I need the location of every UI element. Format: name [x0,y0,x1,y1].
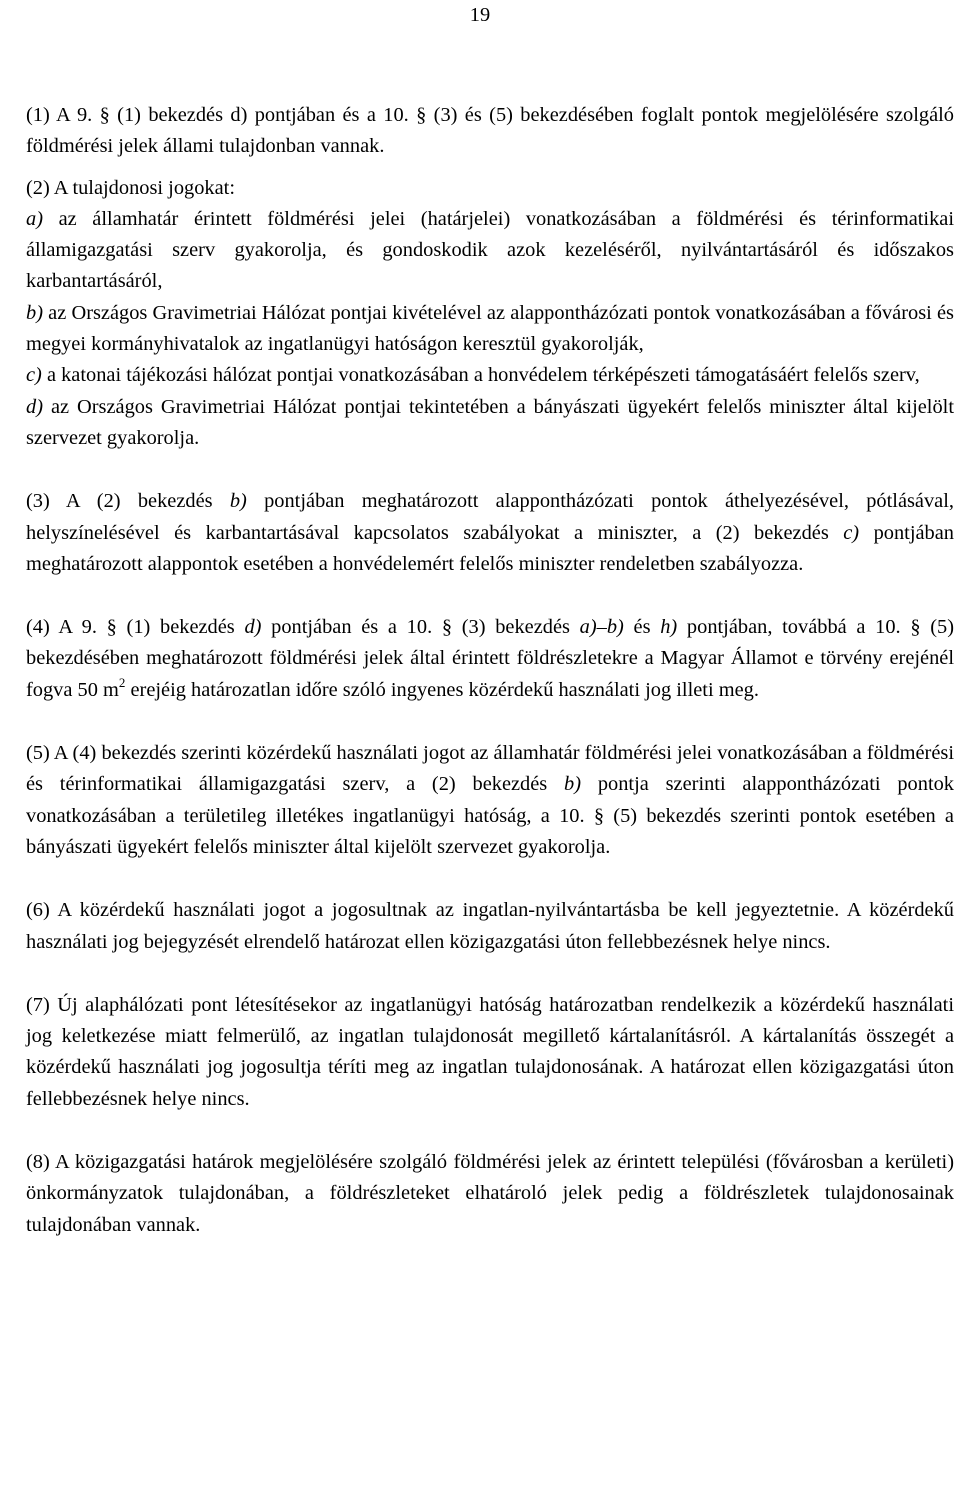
superscript-2: 2 [118,674,126,690]
paragraph-4-text-4: pontjában, továbbá a 10. § (5) bekezdésében meghatározott földmérési jelek által érintett földrészletekre a Magyar Államot e törvény erejénél fogva 50 m [26,616,954,701]
paragraph-1-text: (1) A 9. § (1) bekezdés d) pontjában és a 10. § (3) és (5) bekezdésében foglalt pontok megjelölésére szolgáló földmérési jelek állami tulajdonban vannak. [26,104,954,158]
paragraph-2-item-a [6,204,954,298]
paragraph-7-text: (7) Új alaphálózati pont létesítésekor az ingatlanügyi hatóság határozatban rendelkezik a közérdekű használati jog keletkezése miatt felmerülő, az ingatlan tulajdonosát megillető kártalanításról. A kártalanítás összegét a közérdekű használati jog jogosultja téríti meg az ingatlan tulajdonosának. A határozat ellen közigazgatási úton fellebbezésnek helye nincs. [26,993,954,1110]
item-d-label: d) [26,395,43,418]
paragraph-6-text: (6) A közérdekű használati jogot a jogosultnak az ingatlan-nyilvántartásba be kell jegyeztetnie. A közérdekű használati jog bejegyzését elrendelő határozat ellen közigazgatási úton fellebbezésnek helye nincs. [26,899,954,953]
paragraph-4-ref-ab: a)–b) [579,616,624,639]
paragraph-8-text: (8) A közigazgatási határok megjelölésére szolgáló földmérési jelek az érintett települési (fővárosban a kerületi) önkormányzatok tulajdonában, a földrészleteket elhatároló jelek pedig a földrészletek tulajdonosainak tulajdonában vannak. [26,1151,954,1236]
paragraph-4-text-2: pontjában és a 10. § (3) bekezdés [261,616,580,639]
document-body [6,100,954,1273]
paragraph-3-ref-c: c) [843,521,860,544]
item-c-label: c) [26,364,42,387]
paragraph-1 [6,100,954,163]
paragraph-5-ref-b: b) [564,773,582,796]
paragraph-2-item-d [6,392,954,455]
paragraph-2-item-b [6,298,954,361]
item-b-text: az Országos Gravimetriai Hálózat pontjai kivételével az alappontházózati pontok vonatkozásában a fővárosi és megyei kormányhivatalok az ingatlanügyi hatóságon keresztül gyakorolják, [26,301,954,356]
paragraph-3-ref-b: b) [229,490,247,513]
paragraph-5 [6,738,954,863]
paragraph-5-text-2: pontja szerinti alappontházózati pontok vonatkozásában a területileg illetékes ingatlanügyi hatóság, a 10. § (5) bekezdés szerinti pontok esetében a bányászati ügyekért felelős miniszter által kijelölt szervezet gyakorolja. [26,773,955,858]
paragraph-4-text-5: erejéig határozatlan időre szóló ingyenes közérdekű használati jog illeti meg. [125,678,759,701]
item-a-label: a) [26,207,43,230]
paragraph-2-item-c [6,360,954,391]
paragraph-6 [6,895,954,958]
item-a-text: az államhatár érintett földmérési jelei (határjelei) vonatkozásában a földmérési és térinformatikai államigazgatási szerv gyakorolja, és gondoskodik azok kezeléséről, nyilvántartásáról és időszakos karbantartásáról, [26,207,954,293]
paragraph-4-text-1: (4) A 9. § (1) bekezdés [26,616,245,639]
paragraph-8 [6,1147,954,1241]
item-b-label: b) [26,301,43,324]
paragraph-7 [6,990,954,1115]
paragraph-2 [6,173,954,455]
paragraph-5-text-1: (5) A (4) bekezdés szerinti közérdekű használati jogot az államhatár földmérési jelei vonatkozásában a földmérési és térinformatikai államigazgatási szerv, a (2) bekezdés [26,742,954,796]
paragraph-4 [6,612,954,706]
item-c-text: a katonai tájékozási hálózat pontjai vonatkozásában a honvédelem térképészeti támogatásáért felelős szerv, [41,364,920,387]
paragraph-3-text-1: (3) A (2) bekezdés [26,490,230,513]
page-number: 19 [469,4,491,26]
paragraph-3-text-3: pontjában meghatározott alappontok esetében a honvédelemért felelős miniszter rendeletben szabályozza. [26,521,954,575]
paragraph-4-ref-d: d) [244,616,262,639]
paragraph-4-text-3: és [623,616,661,639]
paragraph-3 [6,486,954,580]
paragraph-4-ref-h: h) [660,616,678,639]
item-d-text: az Országos Gravimetriai Hálózat pontjai tekintetében a bányászati ügyekért felelős miniszter által kijelölt szervezet gyakorolja. [26,395,954,449]
paragraph-2-intro: (2) A tulajdonosi jogokat: [26,176,235,199]
paragraph-3-text-2: pontjában meghatározott alappontházózati pontok áthelyezésével, pótlásával, helyszínelésével és karbantartásával kapcsolatos szabályokat a miniszter, a (2) bekezdés [26,490,954,544]
